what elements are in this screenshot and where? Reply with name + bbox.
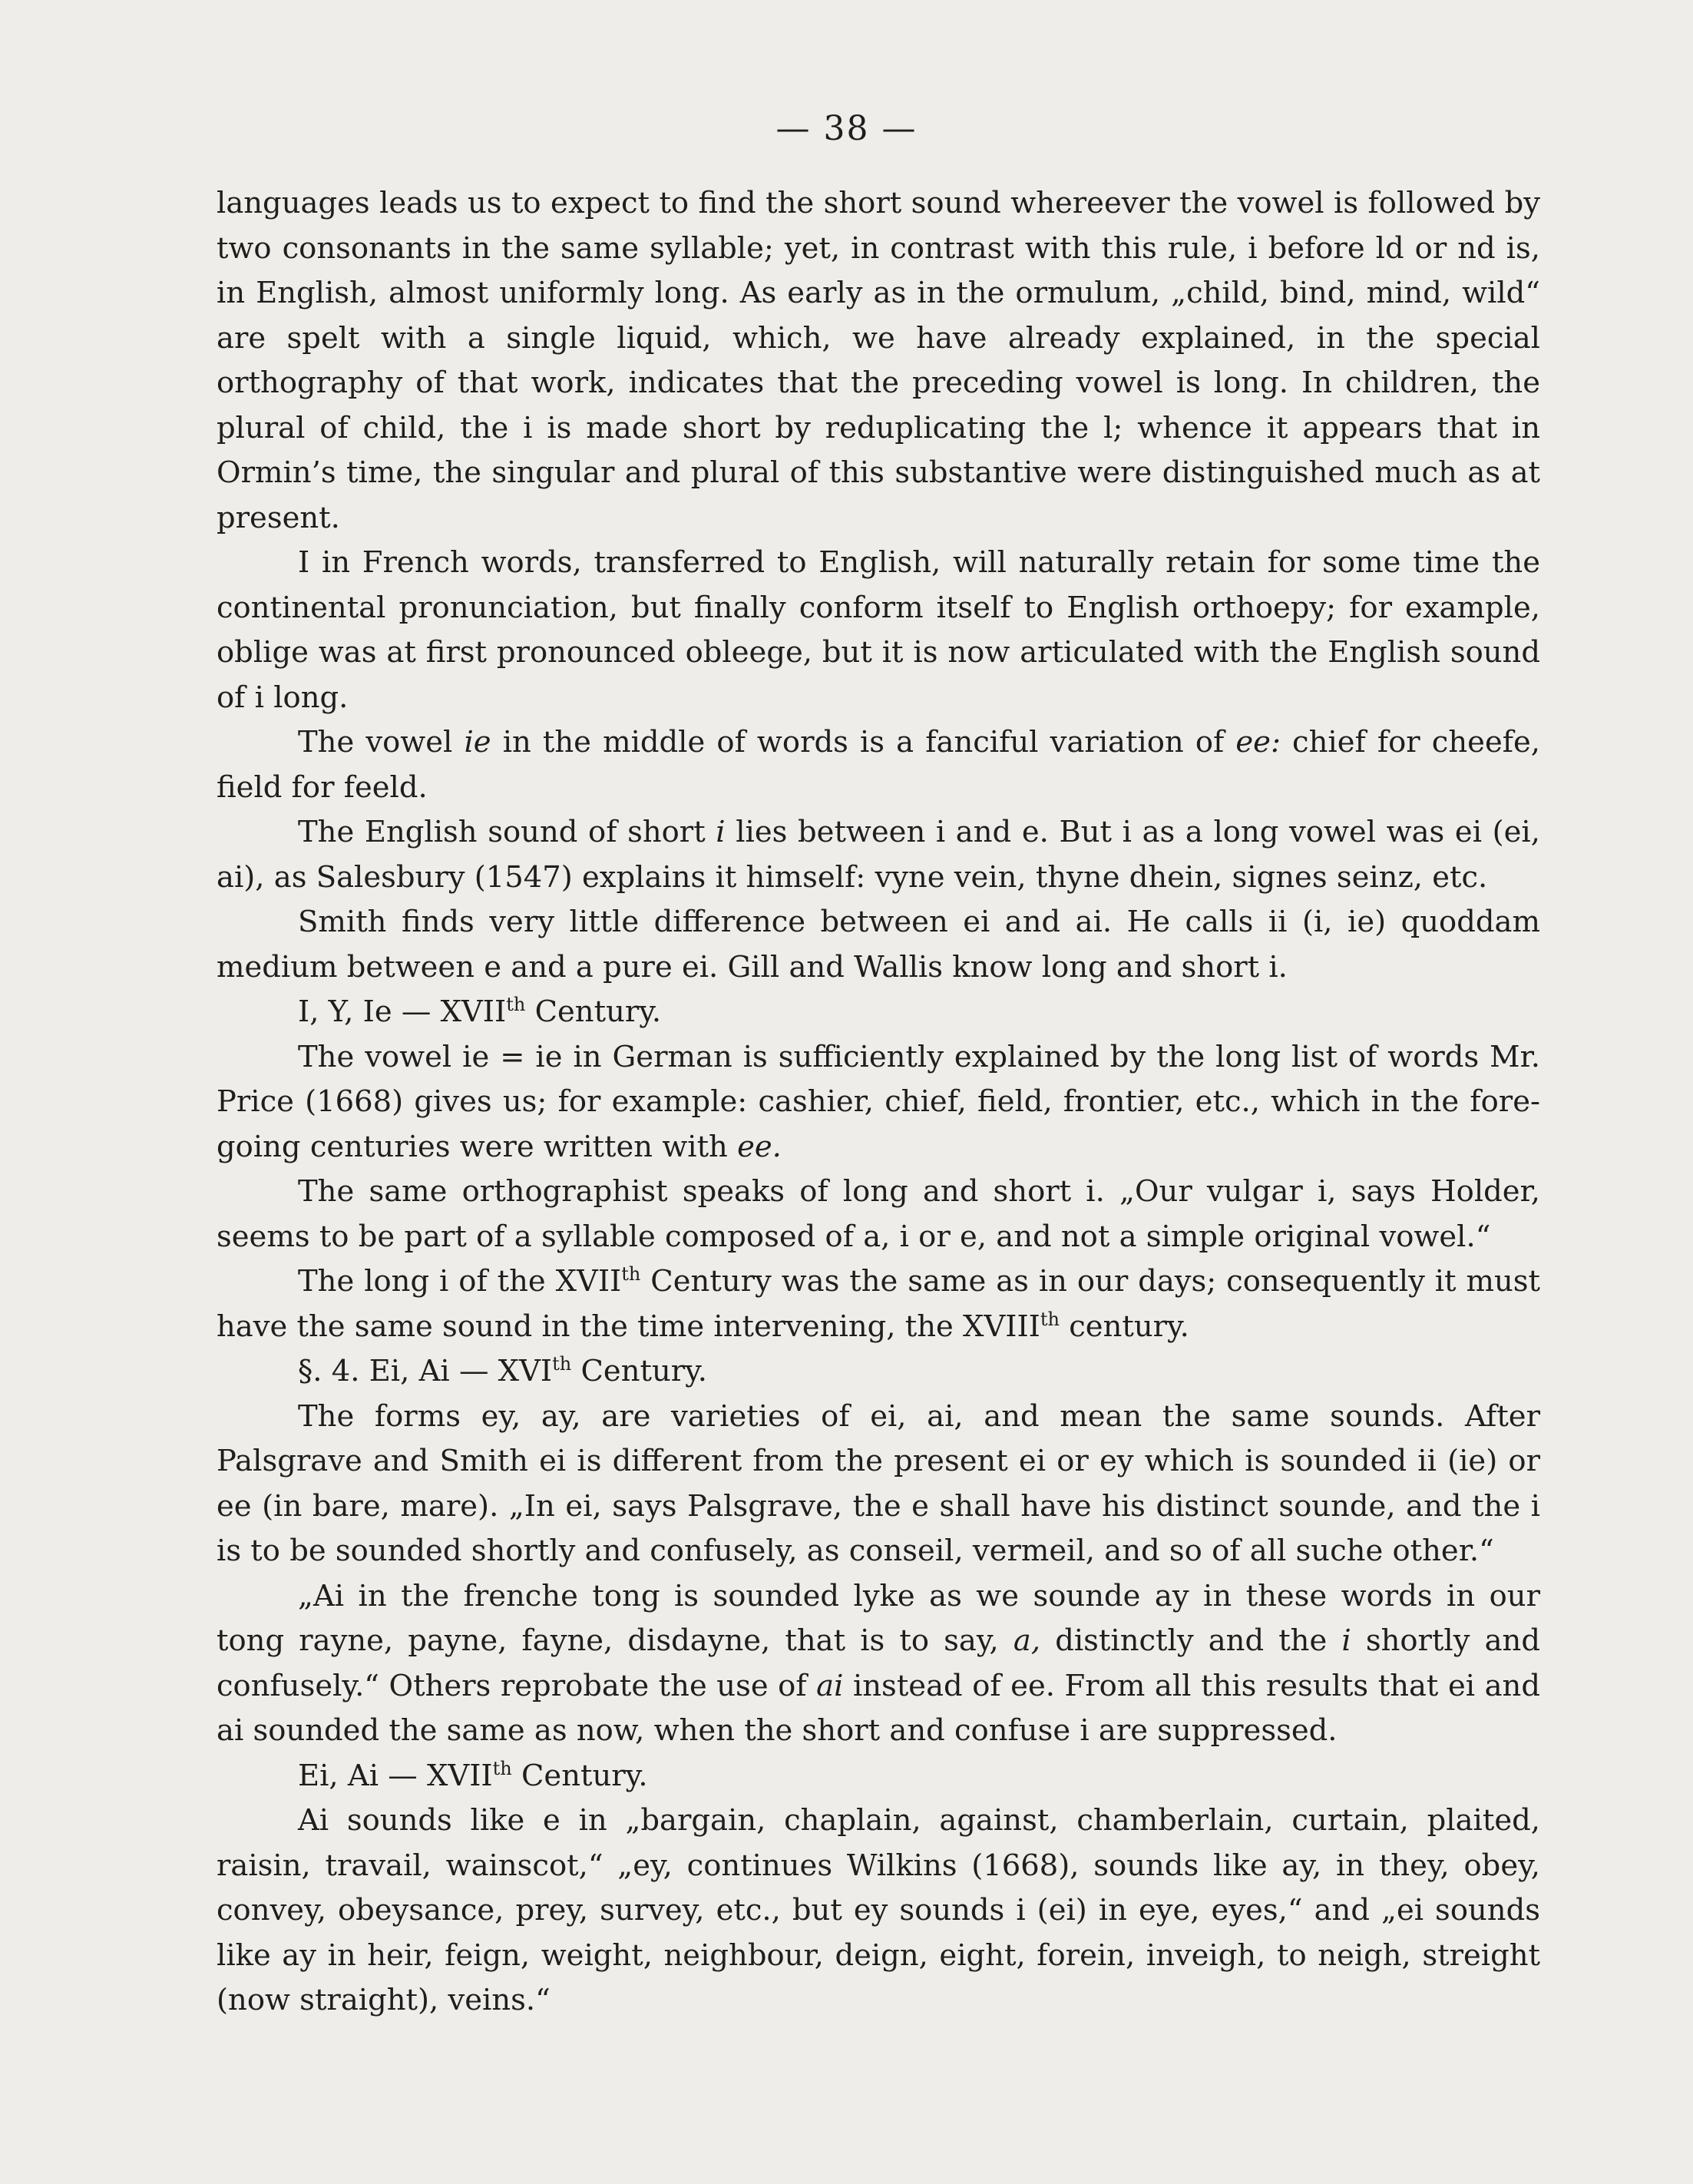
text-run: The vowel	[298, 725, 465, 759]
text-run: in the middle of words is a fanciful variation of	[491, 725, 1236, 759]
heading-text: Century.	[571, 1354, 708, 1388]
italic-term: ee:	[1235, 725, 1281, 759]
paragraph-ai-sounds-like-e: Ai sounds like e in „bargain, chaplain, against, chamberlain, curtain, plaited, raisin, travail, wainscot,“ „ey, continues Wilkins (1668), sounds like ay, in they, obey, convey, obeysance, prey, survey, etc., but ey sounds i (ei) in eye, eyes,“ and „ei sounds like ay in heir, feign, weight, neighbour, deign, eight, forein, inveigh, to neigh, streight (now straight), veins.“	[217, 1803, 1540, 2017]
paragraph-i-in-french-words: I in French words, transferred to English, will naturally retain for some time the continental pronunciation, but finally conform itself to English orthoepy; for example, oblige was at first pronounced obleege, but it is now articulated with the English sound of i long.	[217, 545, 1540, 715]
text-run: shortly and confusely.“ Others reprobate the use of	[217, 1623, 1540, 1703]
text-run: Century was the same as in our days; consequently it must have the same sound in the time intervening, the XVIII	[217, 1264, 1540, 1344]
italic-term: i	[716, 815, 726, 849]
paragraph-ld-nd-long: languages leads us to expect to find the short sound whereever the vowel is followed by two consonants in the same syllable; yet, in contrast with this rule, i before ld or nd is, in English, almost uniformly long. As early as in the ormulum, „child, bind, mind, wild“ are spelt with a single liquid, which, we have already explained, in the special orthography of that work, indicates that the preceding vowel is long. In children, the plural of child, the i is made short by reduplicating the l; whence it appears that in Ormin’s time, the singular and plural of this substantive were distinguished much as at present.	[217, 186, 1540, 535]
paragraph-ai-frenche-tong	[217, 1574, 1540, 1754]
ordinal-suffix: th	[1040, 1308, 1060, 1330]
paragraph-vowel-ie-german	[217, 1035, 1540, 1170]
italic-term: ee.	[737, 1129, 782, 1164]
italic-term: a,	[1013, 1623, 1041, 1658]
italic-term: ie	[464, 725, 491, 759]
paragraph-holder-quote: The same orthographist speaks of long and short i. „Our vulgar i, says Holder, seems to be part of a syllable composed of a, i or e, and not a simple original vowel.“	[217, 1174, 1540, 1254]
section-heading-i-y-ie	[217, 990, 1540, 1035]
section-heading-ei-ai-xvi	[217, 1349, 1540, 1395]
heading-text: Ei, Ai — XVII	[298, 1758, 493, 1793]
text-run: The vowel ie = ie in German is sufficiently explained by the long list of words Mr. Price (1668) gives us; for example: cashier, chief, field, frontier, etc., which in the fore-going centuries were written with	[217, 1039, 1540, 1164]
ordinal-suffix: th	[621, 1263, 641, 1285]
text-run: chief for cheefe, field for feeld.	[217, 725, 1540, 805]
italic-term: ai	[816, 1668, 844, 1703]
paragraph-forms-ey-ay: The forms ey, ay, are varieties of ei, ai, and mean the same sounds. After Palsgrave and Smith ei is different from the present ei or ey which is sounded ii (ie) or ee (in bare, mare). „In ei, says Palsgrave, the e shall have his distinct sounde, and the i is to be sounded shortly and confusely, as conseil, vermeil, and so of all suche other.“	[217, 1398, 1540, 1568]
text-run: century.	[1059, 1309, 1189, 1344]
text-run: The long i of the XVII	[298, 1264, 622, 1299]
text-run: „Ai in the frenche tong is sounded lyke as we sounde ay in these words in our tong rayne, payne, fayne, disdayne, that is to say,	[217, 1578, 1540, 1658]
text-run: distinctly and the	[1040, 1623, 1342, 1658]
ordinal-suffix: th	[552, 1353, 572, 1375]
paragraph-smith-ei-ai: Smith finds very little difference between ei and ai. He calls ii (i, ie) quoddam medium between e and a pure ei. Gill and Wallis know long and short i.	[217, 905, 1540, 984]
heading-text: Century.	[511, 1758, 648, 1793]
paragraph-vowel-ie	[217, 720, 1540, 810]
text-run: The English sound of short	[298, 815, 716, 849]
paragraph-long-i-xvii	[217, 1259, 1540, 1349]
heading-text: Century.	[525, 994, 662, 1029]
ordinal-suffix: th	[492, 1757, 512, 1779]
body-text	[217, 181, 1540, 2024]
paragraph-short-i-sound	[217, 810, 1540, 900]
text-run: lies between i and e. But i as a long vowel was ei (ei, ai), as Salesbury (1547) explains it himself: vyne vein, thyne dhein, signes seinz, etc.	[217, 815, 1540, 895]
section-heading-ei-ai-xvii	[217, 1754, 1540, 1799]
page-number: — 38 —	[775, 109, 918, 148]
heading-text: I, Y, Ie — XVII	[298, 994, 507, 1029]
italic-term: i	[1341, 1623, 1351, 1658]
ordinal-suffix: th	[506, 994, 526, 1015]
heading-text: §. 4. Ei, Ai — XVI	[298, 1354, 553, 1388]
text-run: instead of ee. From all this results that ei and ai sounded the same as now, when the short and confuse i are suppressed.	[217, 1668, 1540, 1748]
